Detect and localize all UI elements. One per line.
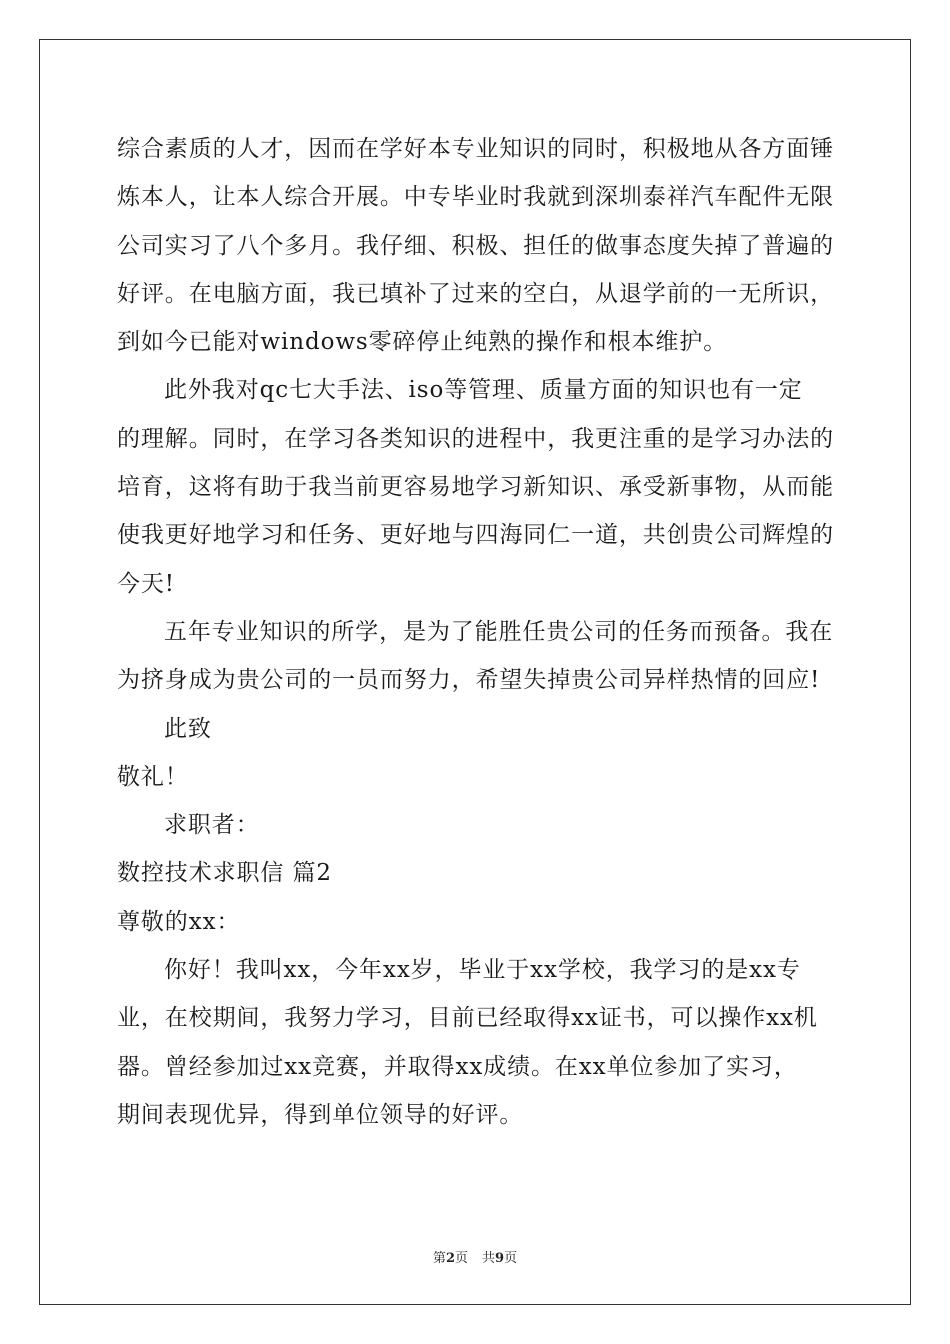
text-line: 综合素质的人才，因而在学好本专业知识的同时，积极地从各方面锤: [117, 136, 834, 162]
text-line: 为挤身成为贵公司的一员而努力，希望失掉贵公司异样热情的回应!: [117, 667, 821, 694]
text-line: 炼本人，让本人综合开展。中专毕业时我就到深圳泰祥汽车配件无限: [117, 184, 834, 211]
total-suffix: 页: [504, 1251, 518, 1266]
page-total: 9: [495, 1251, 505, 1266]
page-current: 2: [445, 1251, 455, 1266]
closing-salutation: 此致: [164, 715, 212, 742]
section-title: 数控技术求职信 篇2: [117, 860, 332, 887]
text-line: 器。曾经参加过xx竞赛，并取得xx成绩。在xx单位参加了实习，: [117, 1053, 798, 1080]
text-line: 期间表现优异，得到单位领导的好评。: [117, 1101, 524, 1128]
text-line: 今天!: [117, 570, 175, 597]
text-line: 好评。在电脑方面，我已填补了过来的空白，从退学前的一无所识，: [117, 280, 834, 307]
closing-regards: 敬礼！: [117, 763, 189, 790]
text-line: 你好！我叫xx，今年xx岁，毕业于xx学校，我学习的是xx专: [164, 957, 801, 984]
text-line: 业，在校期间，我努力学习，目前已经取得xx证书，可以操作xx机: [117, 1005, 818, 1032]
text-line: 此外我对qc七大手法、iso等管理、质量方面的知识也有一定: [164, 377, 803, 404]
page-suffix: 页: [454, 1251, 468, 1266]
text-line: 使我更好地学习和任务、更好地与四海同仁一道，共创贵公司辉煌的: [117, 522, 834, 549]
text-line: 公司实习了八个多月。我仔细、积极、担任的做事态度失掉了普遍的: [117, 232, 834, 259]
page-prefix: 第: [432, 1251, 446, 1266]
text-line: 到如今已能对windows零碎停止纯熟的操作和根本维护。: [117, 329, 728, 356]
signature-label: 求职者：: [164, 812, 260, 839]
page-footer: [0, 1247, 950, 1266]
greeting: 尊敬的xx：: [117, 908, 241, 935]
text-line: 的理解。同时，在学习各类知识的进程中，我更注重的是学习办法的: [117, 425, 834, 452]
total-prefix: 共: [482, 1251, 496, 1266]
document-body: [117, 125, 837, 1139]
text-line: 五年专业知识的所学，是为了能胜任贵公司的任务而预备。我在: [164, 618, 834, 645]
text-line: 培育，这将有助于我当前更容易地学习新知识、承受新事物，从而能: [117, 474, 834, 501]
